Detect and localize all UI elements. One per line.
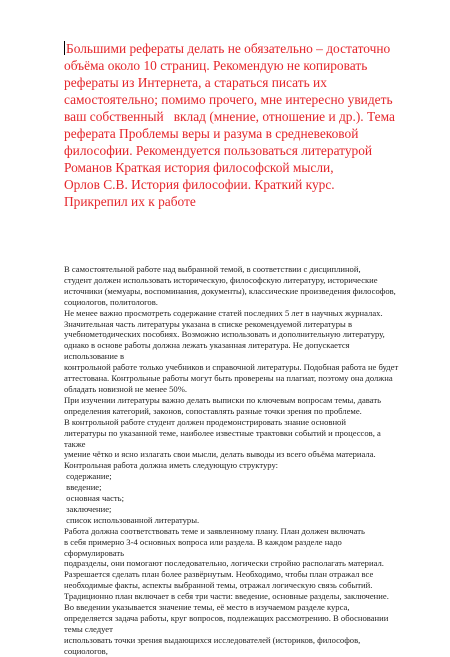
body-line: Работа должна соответствовать теме и заявленному плану. План должен включать <box>64 525 365 536</box>
body-line: однако в основе работы должна лежать указанная литература. Не допускается <box>64 340 350 351</box>
body-line: список использованной литературы. <box>64 514 200 525</box>
body-line: в себя примерно 3-4 основных вопроса или раздела. В каждом разделе надо <box>64 536 342 547</box>
body-line: использовать точки зрения выдающихся исследователей (историков, философов, <box>64 634 361 645</box>
body-line: литературы по указанной теме, наиболее известные трактовки событий и процессов, а <box>64 427 381 438</box>
body-line: заключение; <box>64 503 112 514</box>
heading-line: Прикрепил их к работе <box>64 194 196 209</box>
heading-line: Орлов С.В. История философии. Краткий курс. <box>64 177 335 192</box>
body-line: Разрешается сделать план более развёрнутым. Необходимо, чтобы план отражал все <box>64 569 374 580</box>
body-line: использование в <box>64 351 125 362</box>
body-line: введение; <box>64 482 102 493</box>
body-line: В самостоятельной работе над выбранной темой, в соответствии с дисциплиной, <box>64 264 361 274</box>
body-line: Традиционно план включает в себя три части: введение, основные разделы, заключение. <box>64 591 389 602</box>
heading-line: самостоятельно; помимо прочего, мне интересно увидеть <box>64 92 393 107</box>
body-line: обладать новизной не менее 50%. <box>64 383 188 394</box>
heading-line: философии. Рекомендуется пользоваться литературой <box>64 143 373 158</box>
body-line: определяется задача работы, круг вопросов, подлежащих рассмотрению. В обосновании <box>64 613 389 623</box>
heading-line-text: Большими рефераты делать не обязательно – достаточно <box>66 41 391 56</box>
body-line: студент должен использовать историческую, философскую литературу, исторические <box>64 274 378 285</box>
heading-line: реферата Проблемы веры и разума в средневековой <box>64 126 359 141</box>
body-line: При изучении литературы важно делать выписки по ключевым вопросам темы, давать <box>64 394 381 405</box>
text-cursor <box>64 41 65 55</box>
body-line: содержание; <box>64 471 112 482</box>
body-line: Значительная часть литературы указана в списке рекомендуемой литературы в <box>64 318 352 329</box>
body-line: также <box>64 438 86 449</box>
body-line: контрольной работе только учебников и справочной литературы. Подобная работа не будет <box>64 362 399 373</box>
body-line: В контрольной работе студент должен продемонстрировать знание основной <box>64 416 346 427</box>
heading-line: объёма около 10 страниц. Рекомендую не копировать <box>64 58 368 73</box>
assignment-instructions <box>64 40 436 210</box>
heading-line: рефераты из Интернета, а стараться писать их <box>64 75 327 90</box>
heading-line: ваш собственный вклад (мнение, отношение и др.). Тема <box>64 109 395 124</box>
body-line: сформулировать <box>64 547 125 558</box>
body-line: социологов, политологов. <box>64 296 158 307</box>
heading-line: Романов Краткая история философской мысли, <box>64 160 334 175</box>
body-line: определения категорий, законов, сопоставлять разные точки зрения по проблеме. <box>64 405 362 416</box>
body-line: темы следует <box>64 623 113 634</box>
body-line: аттестована. Контрольные работы могут быть проверены на плагиат, поэтому она должна <box>64 373 393 384</box>
body-line: учебнометодических пособиях. Возможно использовать и дополнительную литературу, <box>64 329 385 340</box>
body-line: источники (мемуары, воспоминания, документы), классические произведения философов, <box>64 285 396 296</box>
heading-line <box>64 40 436 57</box>
body-line: Во введении указывается значение темы, её место в изучаемом разделе курса, <box>64 602 350 613</box>
body-line: необходимые факты, аспекты выбранной темы, отражал логическую связь событий. <box>64 580 373 591</box>
body-line: Не менее важно просмотреть содержание статей последних 5 лет в научных журналах. <box>64 307 383 318</box>
body-line: основная часть; <box>64 493 124 504</box>
body-text <box>64 264 436 657</box>
body-line: подразделы, они помогают последовательно, логически стройно располагать материал. <box>64 558 384 569</box>
body-line: Контрольная работа должна иметь следующую структуру: <box>64 460 279 471</box>
body-line: умение чётко и ясно излагать свои мысли, делать выводы из всего объёма материала. <box>64 449 376 460</box>
body-line: социологов, <box>64 645 108 656</box>
